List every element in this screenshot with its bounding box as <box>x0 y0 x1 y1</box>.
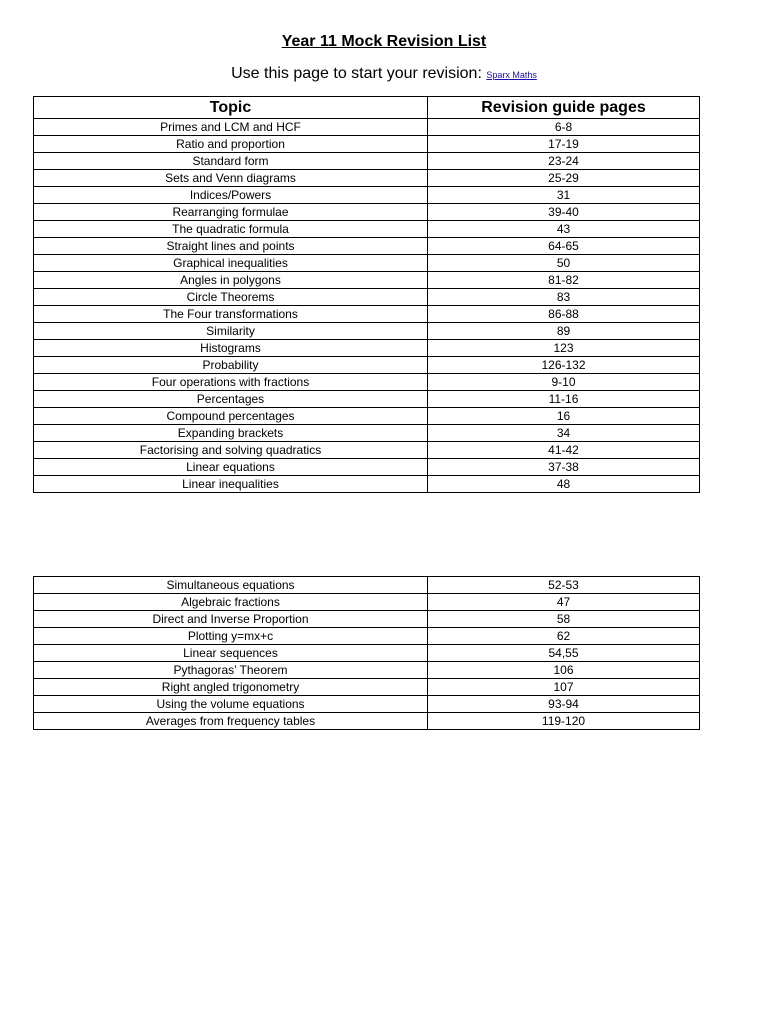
pages-cell: 52-53 <box>428 577 700 594</box>
topic-cell: Percentages <box>34 391 428 408</box>
table-row <box>34 713 700 730</box>
topic-cell: Standard form <box>34 153 428 170</box>
topic-cell: Factorising and solving quadratics <box>34 442 428 459</box>
intro-line <box>0 65 768 83</box>
sparx-maths-link[interactable]: Sparx Maths <box>486 70 537 80</box>
table-row <box>34 645 700 662</box>
topic-cell: Expanding brackets <box>34 425 428 442</box>
pages-cell: 37-38 <box>428 459 700 476</box>
revision-table-extra <box>33 576 700 730</box>
pages-cell: 16 <box>428 408 700 425</box>
topic-cell: Four operations with fractions <box>34 374 428 391</box>
table-row <box>34 357 700 374</box>
topic-cell: Straight lines and points <box>34 238 428 255</box>
table-row <box>34 289 700 306</box>
topic-cell: The quadratic formula <box>34 221 428 238</box>
table-row <box>34 611 700 628</box>
table-row <box>34 255 700 272</box>
table-row <box>34 628 700 645</box>
table-row <box>34 136 700 153</box>
pages-cell: 25-29 <box>428 170 700 187</box>
topic-cell: Primes and LCM and HCF <box>34 119 428 136</box>
pages-cell: 126-132 <box>428 357 700 374</box>
topic-cell: Linear sequences <box>34 645 428 662</box>
pages-cell: 50 <box>428 255 700 272</box>
pages-cell: 34 <box>428 425 700 442</box>
table-row <box>34 306 700 323</box>
pages-cell: 43 <box>428 221 700 238</box>
topic-cell: Using the volume equations <box>34 696 428 713</box>
table-row <box>34 204 700 221</box>
table-row <box>34 662 700 679</box>
table-row <box>34 442 700 459</box>
table-row <box>34 679 700 696</box>
pages-cell: 89 <box>428 323 700 340</box>
table-row <box>34 323 700 340</box>
topic-cell: Angles in polygons <box>34 272 428 289</box>
table-row <box>34 119 700 136</box>
pages-cell: 93-94 <box>428 696 700 713</box>
topic-cell: Linear equations <box>34 459 428 476</box>
topic-cell: Pythagoras’ Theorem <box>34 662 428 679</box>
pages-cell: 107 <box>428 679 700 696</box>
topic-cell: Ratio and proportion <box>34 136 428 153</box>
table-row <box>34 476 700 493</box>
pages-cell: 106 <box>428 662 700 679</box>
table-row <box>34 170 700 187</box>
topic-cell: Similarity <box>34 323 428 340</box>
pages-cell: 83 <box>428 289 700 306</box>
topic-cell: Indices/Powers <box>34 187 428 204</box>
table-row <box>34 425 700 442</box>
topic-cell: Right angled trigonometry <box>34 679 428 696</box>
pages-cell: 58 <box>428 611 700 628</box>
table-row <box>34 340 700 357</box>
pages-cell: 11-16 <box>428 391 700 408</box>
pages-cell: 31 <box>428 187 700 204</box>
pages-cell: 48 <box>428 476 700 493</box>
header-pages: Revision guide pages <box>428 97 700 119</box>
table-row <box>34 153 700 170</box>
topic-cell: Probability <box>34 357 428 374</box>
table-row <box>34 374 700 391</box>
topic-cell: Averages from frequency tables <box>34 713 428 730</box>
pages-cell: 23-24 <box>428 153 700 170</box>
table-row <box>34 408 700 425</box>
table-row <box>34 594 700 611</box>
pages-cell: 39-40 <box>428 204 700 221</box>
topic-cell: Graphical inequalities <box>34 255 428 272</box>
intro-text: Use this page to start your revision: <box>231 65 487 82</box>
table-header-row <box>34 97 700 119</box>
table-row <box>34 272 700 289</box>
topic-cell: Linear inequalities <box>34 476 428 493</box>
table-row <box>34 391 700 408</box>
table-row <box>34 577 700 594</box>
pages-cell: 54,55 <box>428 645 700 662</box>
pages-cell: 6-8 <box>428 119 700 136</box>
table-row <box>34 187 700 204</box>
topic-cell: Algebraic fractions <box>34 594 428 611</box>
table-row <box>34 238 700 255</box>
revision-table-main <box>33 96 700 493</box>
pages-cell: 64-65 <box>428 238 700 255</box>
topic-cell: Histograms <box>34 340 428 357</box>
topic-cell: The Four transformations <box>34 306 428 323</box>
table-row <box>34 696 700 713</box>
pages-cell: 123 <box>428 340 700 357</box>
topic-cell: Plotting y=mx+c <box>34 628 428 645</box>
topic-cell: Compound percentages <box>34 408 428 425</box>
pages-cell: 41-42 <box>428 442 700 459</box>
pages-cell: 81-82 <box>428 272 700 289</box>
topic-cell: Rearranging formulae <box>34 204 428 221</box>
pages-cell: 62 <box>428 628 700 645</box>
topic-cell: Simultaneous equations <box>34 577 428 594</box>
pages-cell: 86-88 <box>428 306 700 323</box>
pages-cell: 47 <box>428 594 700 611</box>
topic-cell: Direct and Inverse Proportion <box>34 611 428 628</box>
table-row <box>34 459 700 476</box>
document-title: Year 11 Mock Revision List <box>281 33 487 50</box>
topic-cell: Circle Theorems <box>34 289 428 306</box>
pages-cell: 17-19 <box>428 136 700 153</box>
table-row <box>34 221 700 238</box>
topic-cell: Sets and Venn diagrams <box>34 170 428 187</box>
header-topic: Topic <box>34 97 428 119</box>
pages-cell: 9-10 <box>428 374 700 391</box>
pages-cell: 119-120 <box>428 713 700 730</box>
